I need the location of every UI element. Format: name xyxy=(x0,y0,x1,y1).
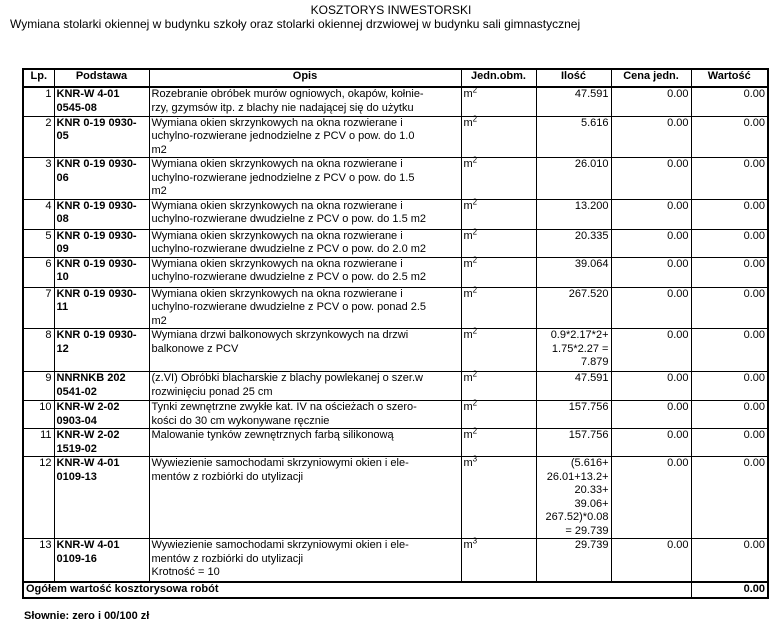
total-row xyxy=(23,582,768,598)
row-podstawa: NNRNKB 202 0541-02 xyxy=(54,372,149,401)
unit-base: m xyxy=(463,429,473,441)
row-opis: Wymiana okien skrzynkowych na okna rozwierane i uchylno-rozwierane dwudzielne z PCV o pow. do 1.5 m2 xyxy=(149,199,461,229)
row-value: 0.00 xyxy=(691,229,768,257)
unit-base: m xyxy=(463,116,473,129)
row-lp: 3 xyxy=(23,158,54,200)
unit-exponent: 2 xyxy=(472,426,478,436)
unit-exponent: 2 xyxy=(472,284,478,294)
table-row xyxy=(23,287,768,329)
row-podstawa: KNR 0-19 0930- 05 xyxy=(54,116,149,158)
row-podstawa: KNR 0-19 0930- 11 xyxy=(54,287,149,329)
row-quantity: 267.520 xyxy=(536,287,611,329)
unit-base: m xyxy=(463,372,473,384)
unit-base: m xyxy=(463,257,473,270)
unit-exponent: 2 xyxy=(472,155,478,165)
row-lp: 1 xyxy=(23,87,54,116)
row-value: 0.00 xyxy=(691,372,768,401)
row-opis: Rozebranie obróbek murów ogniowych, okapów, kołnie- rzy, gzymsów itp. z blachy nie nadającej się do użytku xyxy=(149,87,461,116)
total-value: 0.00 xyxy=(691,582,768,598)
row-quantity: 47.591 xyxy=(536,87,611,116)
row-opis: Wymiana okien skrzynkowych na okna rozwierane i uchylno-rozwierane dwudzielne z PCV o pow. do 2.0 m2 xyxy=(149,229,461,257)
row-unit xyxy=(461,398,536,429)
cost-estimate-table xyxy=(22,68,769,599)
row-unit xyxy=(461,326,536,372)
row-value: 0.00 xyxy=(691,429,768,457)
amount-in-words: Słownie: zero i 00/100 zł xyxy=(24,610,150,622)
row-podstawa: KNR-W 4-01 0109-16 xyxy=(54,539,149,582)
row-quantity: 39.064 xyxy=(536,257,611,287)
unit-exponent: 2 xyxy=(472,226,478,236)
row-quantity: 157.756 xyxy=(536,429,611,457)
table-row xyxy=(23,329,768,372)
row-unit xyxy=(461,254,536,287)
unit-exponent: 3 xyxy=(472,454,478,464)
row-unit-price: 0.00 xyxy=(611,539,691,582)
row-value: 0.00 xyxy=(691,539,768,582)
column-header-opis: Opis xyxy=(149,69,461,87)
unit-exponent: 3 xyxy=(472,536,478,546)
row-opis: Wymiana okien skrzynkowych na okna rozwierane i uchylno-rozwierane dwudzielne z PCV o pow. ponad 2.5 m2 xyxy=(149,287,461,329)
row-quantity: 0.9*2.17*2+ 1.75*2.27 = 7.879 xyxy=(536,329,611,372)
row-value: 0.00 xyxy=(691,158,768,200)
row-value: 0.00 xyxy=(691,257,768,287)
row-unit-price: 0.00 xyxy=(611,158,691,200)
unit-exponent: 2 xyxy=(472,326,478,336)
table-row xyxy=(23,87,768,116)
row-podstawa: KNR-W 4-01 0109-13 xyxy=(54,457,149,539)
unit-base: m xyxy=(463,199,473,212)
table-header xyxy=(23,69,768,87)
unit-base: m xyxy=(463,158,473,170)
row-quantity: 29.739 xyxy=(536,539,611,582)
row-quantity: 20.335 xyxy=(536,229,611,257)
table-row xyxy=(23,158,768,200)
row-quantity: 47.591 xyxy=(536,372,611,401)
row-value: 0.00 xyxy=(691,329,768,372)
row-lp: 5 xyxy=(23,229,54,257)
row-value: 0.00 xyxy=(691,199,768,229)
row-unit xyxy=(461,426,536,457)
row-unit-price: 0.00 xyxy=(611,87,691,116)
row-unit-price: 0.00 xyxy=(611,199,691,229)
row-podstawa: KNR-W 2-02 1519-02 xyxy=(54,429,149,457)
column-header-unit-price: Cena jedn. xyxy=(611,69,691,87)
row-opis: Wywiezienie samochodami skrzyniowymi okien i ele- mentów z rozbiórki do utylizacji xyxy=(149,457,461,539)
row-unit xyxy=(461,155,536,200)
row-unit xyxy=(461,369,536,401)
table-row xyxy=(23,539,768,582)
row-lp: 4 xyxy=(23,199,54,229)
row-podstawa: KNR-W 4-01 0545-08 xyxy=(54,87,149,116)
column-header-unit: Jedn.obm. xyxy=(461,69,536,87)
row-lp: 7 xyxy=(23,287,54,329)
unit-exponent: 2 xyxy=(472,85,478,95)
table-row xyxy=(23,116,768,158)
unit-base: m xyxy=(463,539,473,551)
row-opis: Wymiana drzwi balkonowych skrzynkowych na drzwi balkonowe z PCV xyxy=(149,329,461,372)
table-row xyxy=(23,199,768,229)
row-unit-price: 0.00 xyxy=(611,457,691,539)
column-header-lp: Lp. xyxy=(23,69,54,87)
row-unit-price: 0.00 xyxy=(611,329,691,372)
row-unit-price: 0.00 xyxy=(611,429,691,457)
row-lp: 2 xyxy=(23,116,54,158)
row-podstawa: KNR 0-19 0930- 10 xyxy=(54,257,149,287)
row-lp: 8 xyxy=(23,329,54,372)
unit-exponent: 2 xyxy=(472,398,478,408)
row-lp: 9 xyxy=(23,372,54,401)
table-row xyxy=(23,457,768,539)
unit-exponent: 2 xyxy=(472,254,478,264)
unit-exponent: 2 xyxy=(472,113,478,123)
row-unit-price: 0.00 xyxy=(611,287,691,329)
row-unit-price: 0.00 xyxy=(611,401,691,429)
row-opis: (z.VI) Obróbki blacharskie z blachy powlekanej o szer.w rozwinięciu ponad 25 cm xyxy=(149,372,461,401)
row-opis: Wymiana okien skrzynkowych na okna rozwierane i uchylno-rozwierane dwudzielne z PCV o pow. do 2.5 m2 xyxy=(149,257,461,287)
row-opis: Wymiana okien skrzynkowych na okna rozwierane i uchylno-rozwierane jednodzielne z PCV o pow. do 1.0 m2 xyxy=(149,116,461,158)
row-opis: Malowanie tynków zewnętrznych farbą silikonową xyxy=(149,429,461,457)
row-value: 0.00 xyxy=(691,457,768,539)
row-lp: 12 xyxy=(23,457,54,539)
unit-base: m xyxy=(463,88,473,100)
row-lp: 6 xyxy=(23,257,54,287)
row-unit xyxy=(461,87,536,116)
row-quantity: 13.200 xyxy=(536,199,611,229)
table-row xyxy=(23,257,768,287)
unit-exponent: 2 xyxy=(472,196,478,206)
row-unit-price: 0.00 xyxy=(611,257,691,287)
row-unit xyxy=(461,196,536,229)
row-podstawa: KNR-W 2-02 0903-04 xyxy=(54,401,149,429)
row-podstawa: KNR 0-19 0930- 12 xyxy=(54,329,149,372)
row-quantity: 5.616 xyxy=(536,116,611,158)
row-value: 0.00 xyxy=(691,87,768,116)
row-opis: Wywiezienie samochodami skrzyniowymi okien i ele- mentów z rozbiórki do utylizacji Krotność = 10 xyxy=(149,539,461,582)
column-header-value: Wartość xyxy=(691,69,768,87)
row-unit xyxy=(461,454,536,539)
row-quantity: (5.616+ 26.01+13.2+ 20.33+ 39.06+ 267.52)*0.08 = 29.739 xyxy=(536,457,611,539)
table-row xyxy=(23,229,768,257)
row-unit xyxy=(461,113,536,158)
column-header-podstawa: Podstawa xyxy=(54,69,149,87)
row-podstawa: KNR 0-19 0930- 06 xyxy=(54,158,149,200)
row-unit xyxy=(461,536,536,582)
column-header-quantity: Ilość xyxy=(536,69,611,87)
row-opis: Tynki zewnętrzne zwykłe kat. IV na ościeżach o szero- kości do 30 cm wykonywane ręcznie xyxy=(149,401,461,429)
table-row xyxy=(23,372,768,401)
table-row xyxy=(23,401,768,429)
row-opis: Wymiana okien skrzynkowych na okna rozwierane i uchylno-rozwierane jednodzielne z PCV o pow. do 1.5 m2 xyxy=(149,158,461,200)
row-value: 0.00 xyxy=(691,116,768,158)
row-unit-price: 0.00 xyxy=(611,116,691,158)
unit-exponent: 2 xyxy=(472,369,478,379)
row-quantity: 26.010 xyxy=(536,158,611,200)
table-row xyxy=(23,429,768,457)
unit-base: m xyxy=(463,229,473,242)
unit-base: m xyxy=(463,401,473,413)
row-unit-price: 0.00 xyxy=(611,229,691,257)
total-label: Ogółem wartość kosztorysowa robót xyxy=(23,582,691,598)
unit-base: m xyxy=(463,287,473,300)
row-value: 0.00 xyxy=(691,401,768,429)
row-lp: 13 xyxy=(23,539,54,582)
row-unit-price: 0.00 xyxy=(611,372,691,401)
row-unit xyxy=(461,284,536,329)
document-subtitle: Wymiana stolarki okiennej w budynku szkoły oraz stolarki okiennej drzwiowej w budynku sali gimnastycznej xyxy=(10,17,581,31)
unit-base: m xyxy=(463,329,473,341)
row-lp: 10 xyxy=(23,401,54,429)
row-podstawa: KNR 0-19 0930- 09 xyxy=(54,229,149,257)
row-unit xyxy=(461,226,536,257)
row-lp: 11 xyxy=(23,429,54,457)
row-podstawa: KNR 0-19 0930- 08 xyxy=(54,199,149,229)
row-quantity: 157.756 xyxy=(536,401,611,429)
document-title: KOSZTORYS INWESTORSKI xyxy=(310,3,472,17)
row-value: 0.00 xyxy=(691,287,768,329)
unit-base: m xyxy=(463,457,473,469)
